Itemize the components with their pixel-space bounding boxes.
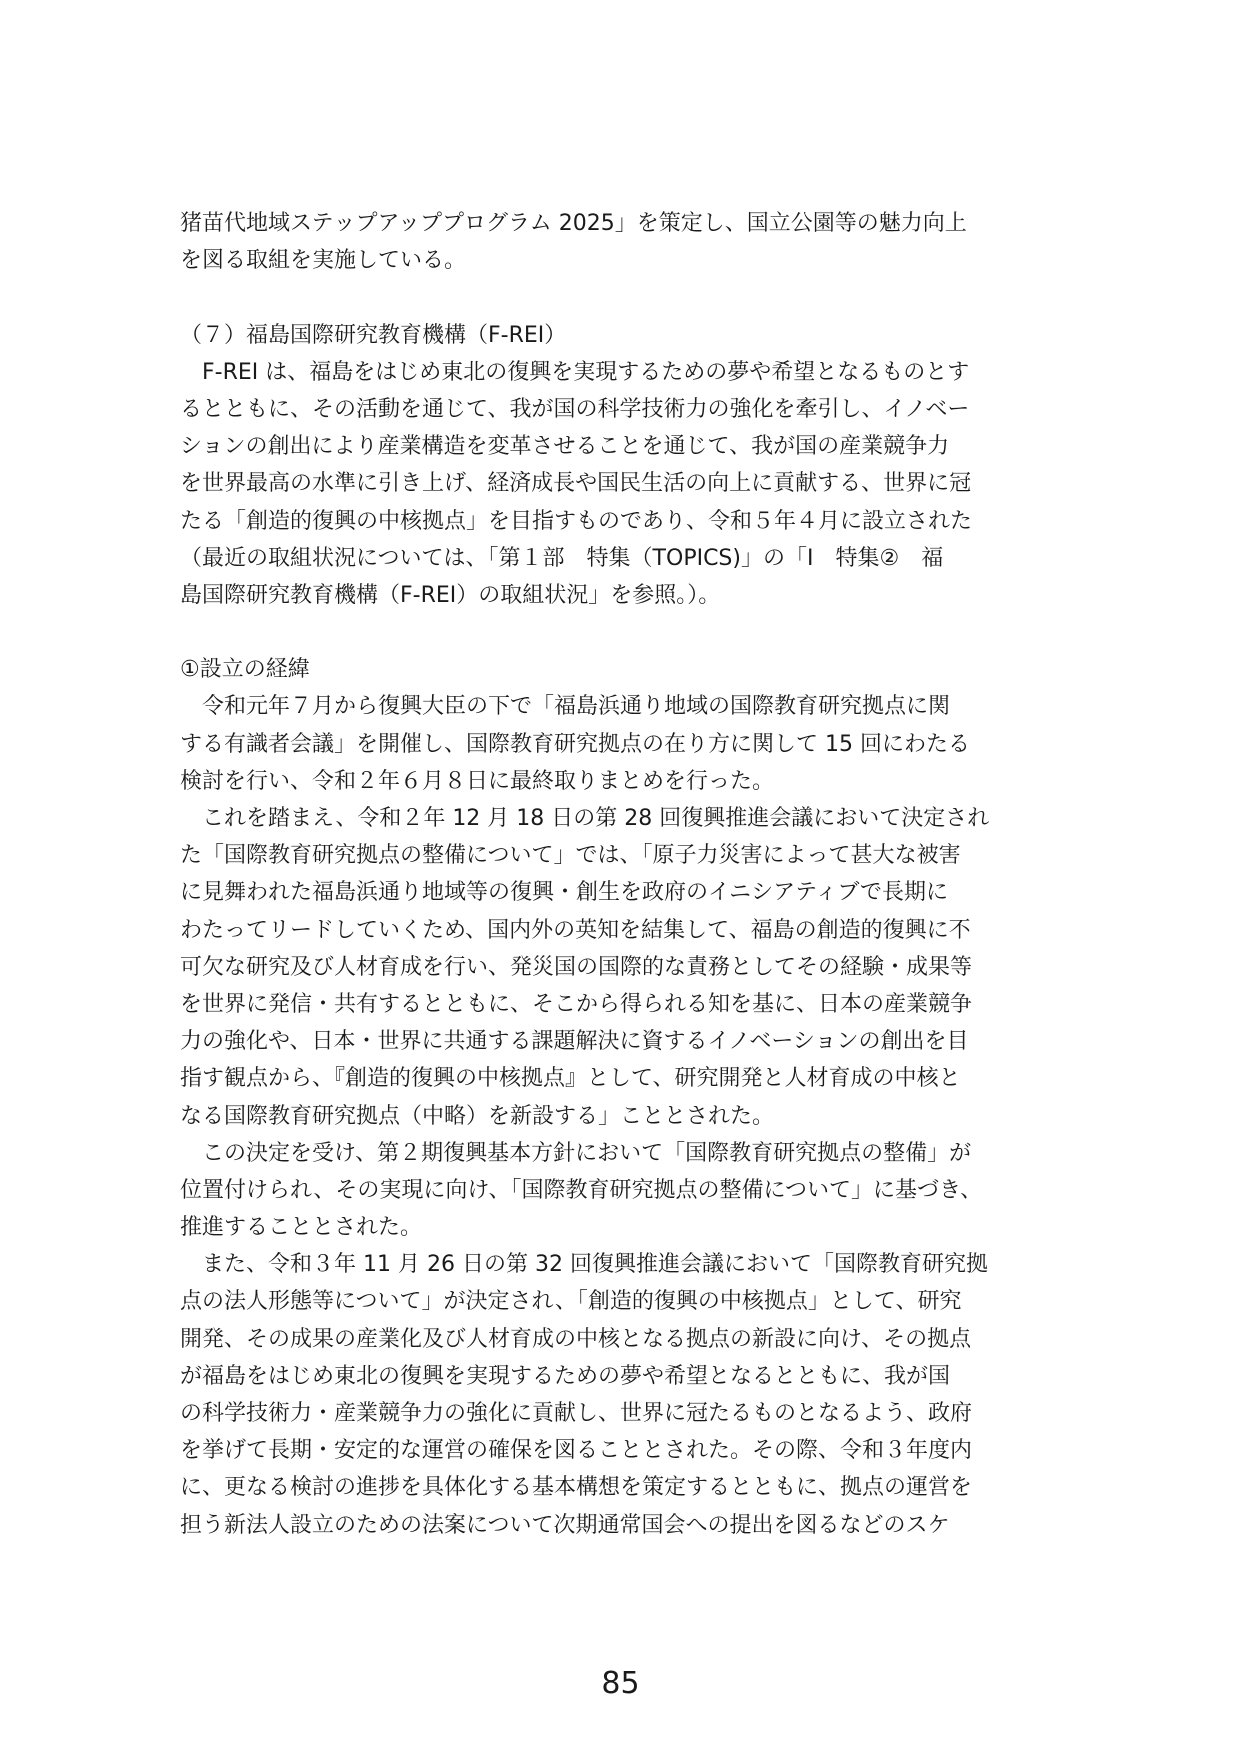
paragraph-line: わたってリードしていくため、国内外の英知を結集して、福島の創造的復興に不 [180,917,971,943]
section-paragraph [180,354,1070,614]
paragraph-line: 島国際研究教育機構（F-REI）の取組状況」を参照。）。 [180,582,721,608]
paragraph-line: 猪苗代地域ステップアッププログラム 2025」を策定し、国立公園等の魅力向上 [180,211,967,236]
paragraph-line: この決定を受け、第２期復興基本方針において「国際教育研究拠点の整備」が [180,1140,972,1166]
paragraph-line: が福島をはじめ東北の復興を実現するための夢や希望となるとともに、我が国 [180,1363,951,1389]
paragraph-line: （最近の取組状況については、「第１部 特集（TOPICS)」の「Ⅰ 特集② 福 [180,545,944,571]
paragraph-line: また、令和３年 11 月 26 日の第 32 回復興推進会議において「国際教育研究拠 [180,1252,988,1278]
paragraph-line: これを踏まえ、令和２年 12 月 18 日の第 28 回復興推進会議において決定され [180,806,990,831]
paragraph-line: F-REI は、福島をはじめ東北の復興を実現するための夢や希望となるものとす [180,359,970,385]
section-heading: （７）福島国際研究教育機構（F-REI） [180,322,567,348]
paragraph-line: 位置付けられ、その実現に向け、「国際教育研究拠点の整備について」に基づき、 [180,1177,983,1203]
paragraph-line: たる「創造的復興の中核拠点」を目指すものであり、令和５年４月に設立された [180,508,973,534]
paragraph-line: の科学技術力・産業競争力の強化に貢献し、世界に冠たるものとなるよう、政府 [180,1401,973,1426]
paragraph-line: 検討を行い、令和２年６月８日に最終取りまとめを行った。 [180,768,775,794]
paragraph-line: るとともに、その活動を通じて、我が国の科学技術力の強化を牽引し、イノベー [180,396,970,422]
paragraph-line: 指す観点から、『創造的復興の中核拠点』として、研究開発と人材育成の中核と [180,1066,961,1092]
paragraph-line: 可欠な研究及び人材育成を行い、発災国の国際的な責務としてその経験・成果等 [180,954,973,980]
paragraph-line: を図る取組を実施している。 [180,248,467,274]
paragraph-line: 担う新法人設立のための法案について次期通常国会への提出を図るなどのスケ [180,1512,950,1538]
paragraph-line: 推進することとされた。 [180,1215,423,1241]
paragraph-line: 令和元年７月から復興大臣の下で「福島浜通り地域の国際教育研究拠点に関 [180,694,951,720]
spacer [180,279,1070,316]
spacer [180,614,1070,651]
paragraph-line: に見舞われた福島浜通り地域等の復興・創生を政府のイニシアティブで長期に [180,880,949,906]
page-body [180,205,1070,1544]
subsection-body [180,688,1070,1543]
paragraph-line: なる国際教育研究拠点（中略）を新設する」こととされた。 [180,1103,775,1129]
intro-paragraph [180,205,1070,279]
subsection-heading: ①設立の経緯 [180,657,310,683]
paragraph-line: ションの創出により産業構造を変革させることを通じて、我が国の産業競争力 [180,434,950,460]
paragraph-line: を世界最高の水準に引き上げ、経済成長や国民生活の向上に貢献する、世界に冠 [180,471,972,497]
paragraph-line: に、更なる検討の進捗を具体化する基本構想を策定するとともに、拠点の運営を [180,1475,973,1501]
paragraph-line: 力の強化や、日本・世界に共通する課題解決に資するイノベーションの創出を目 [180,1029,969,1055]
paragraph-line: た「国際教育研究拠点の整備について」では、「原子力災害によって甚大な被害 [180,843,961,869]
paragraph-line: 点の法人形態等について」が決定され、「創造的復興の中核拠点」として、研究 [180,1289,962,1315]
paragraph-line: する有識者会議」を開催し、国際教育研究拠点の在り方に関して 15 回にわたる [180,731,970,757]
paragraph-line: を世界に発信・共有するとともに、そこから得られる知を基に、日本の産業競争 [180,991,973,1017]
paragraph-line: を挙げて長期・安定的な運営の確保を図ることとされた。その際、令和３年度内 [180,1438,973,1464]
page-number: 85 [601,1666,640,1701]
paragraph-line: 開発、その成果の産業化及び人材育成の中核となる拠点の新設に向け、その拠点 [180,1326,972,1352]
